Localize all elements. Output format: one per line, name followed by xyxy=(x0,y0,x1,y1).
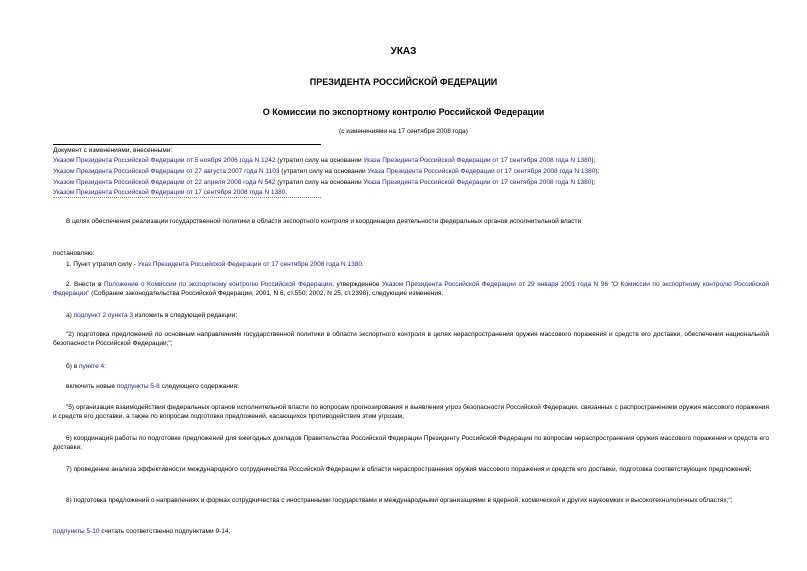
paragraph-text: 1. Пункт утратил силу - xyxy=(66,261,138,268)
paragraph-1 xyxy=(66,260,364,269)
paragraph-text: 2. Внести в xyxy=(66,281,104,288)
paragraph-text: следующего содержания: xyxy=(159,383,239,390)
paragraph-text: , утвержденное xyxy=(332,281,383,288)
preamble: В целях обеспечения реализации государственной политики в области экспортного контроля и координации деятельности федеральных органов исполнительной власти xyxy=(66,218,582,225)
changes-item xyxy=(53,188,287,197)
quote-5: "5) организация взаимодействия федеральных органов исполнительной власти по вопросам прогнозирования и выявления угроз безопасности Российской Федерации, связанных с распространением оружия массового поражения и средств его доставки, а также по вопросам подготовки предложений, касающихся противодействия этим угрозам; xyxy=(53,404,769,421)
paragraph-text: изложить в следующей редакции: xyxy=(133,312,238,319)
paragraph-text: : xyxy=(104,363,106,370)
paragraph-text: включить новые xyxy=(66,383,117,390)
changes-item-text: (утратил силу на основании xyxy=(275,178,364,186)
regulation-link[interactable]: Положение о Комиссии по экспортному контролю Российской Федерации xyxy=(103,281,333,288)
decree-link[interactable]: Указом Президента Российской Федерации от 17 сентября 2008 года N 1380 xyxy=(53,189,286,196)
item-b xyxy=(66,362,106,371)
include-line xyxy=(66,382,239,391)
document-subject: О Комиссии по экспортному контролю Российской Федерации xyxy=(262,107,545,117)
amendment-note: (с изменениями на 17 сентября 2008 года) xyxy=(339,128,468,135)
subparagraph-link[interactable]: подпункты 5-10 xyxy=(53,528,100,535)
subparagraph-link[interactable]: подпункт 2 пункта 3 xyxy=(73,312,134,319)
decree-link[interactable]: Указ Президента Российской Федерации от 17 сентября 2008 года N 1380 xyxy=(137,261,362,268)
paragraph-text: . xyxy=(361,261,364,268)
quote-6: 6) координация работы по подготовке предложений для ежегодных докладов Правительства Российской Федерации Президенту Российской Федерации по вопросам нераспространения оружия массового поражения и средств его доставки; xyxy=(53,435,769,452)
decree-link[interactable]: Указа Президента Российской Федерации от 17 сентября 2008 года N 1380 xyxy=(363,178,592,186)
decree-link[interactable]: Указом Президента Российской Федерации от 29 января 2001 года N 96 "О Комиссии по экспортному контролю Российской Федерации" xyxy=(53,281,769,298)
document-issuer: ПРЕЗИДЕНТА РОССИЙСКОЙ ФЕДЕРАЦИИ xyxy=(309,77,498,87)
paragraph-text: а) xyxy=(66,312,74,319)
quote-2: "2) подготовка предложений по основным направлениям государственной политики в области экспортного контроля в целях нераспространения оружия массового поражения и средств его доставки, обеспечения национальной безопасности Российской Федерации;"; xyxy=(53,331,769,348)
decree-word: постановляю: xyxy=(53,250,95,257)
changes-item xyxy=(53,178,595,187)
changes-bottom-rule xyxy=(53,197,321,198)
changes-item-text: . xyxy=(285,189,288,196)
item-a xyxy=(66,311,237,320)
decree-link[interactable]: Указом Президента Российской Федерации от 22 апреля 2008 года N 542 xyxy=(53,178,276,186)
changes-intro: Документ с изменениями, внесенными: xyxy=(53,147,173,154)
quote-8: 8) подготовка предложений о направлениях и формах сотрудничества с иностранными государствами и международными организациями в ядерной, космической и других наукоемких и высокотехнологичных областях;"; xyxy=(66,497,733,504)
changes-item xyxy=(53,156,595,165)
document-title: УКАЗ xyxy=(390,46,417,57)
changes-item-text: ); xyxy=(591,156,596,164)
changes-item xyxy=(53,167,599,176)
changes-item-text: (утратил силу на основании xyxy=(279,167,368,175)
paragraph-link[interactable]: пункте 4 xyxy=(78,363,105,370)
paragraph-text: б) в xyxy=(66,363,79,370)
paragraph-2 xyxy=(53,280,769,299)
decree-link[interactable]: Указа Президента Российской Федерации от 17 сентября 2008 года N 1380 xyxy=(363,156,592,164)
changes-item-text: (утратил силу на основании xyxy=(275,156,364,164)
paragraph-text: считать соответственно подпунктами 9-14; xyxy=(99,528,231,535)
changes-item-text: ); xyxy=(591,178,596,186)
quote-7: 7) проведение анализа эффективности международного сотрудничества Российской Федерации в области нераспространения оружия массового поражения и средств его доставки, подготовка соответствующих предложений; xyxy=(66,466,752,473)
changes-top-rule xyxy=(53,144,321,145)
paragraph-text: (Собрание законодательства Российской Федерации, 2001, N 6, ст.550; 2002, N 25, ст.2398), следующие изменения: xyxy=(89,290,444,298)
subparagraph-link[interactable]: подпункты 5-8 xyxy=(116,383,160,390)
decree-link[interactable]: Указом Президента Российской Федерации от 27 августа 2007 года N 1103 xyxy=(53,167,280,175)
changes-item-text: ); xyxy=(595,167,600,175)
renumber-line xyxy=(53,527,230,536)
decree-link[interactable]: Указа Президента Российской Федерации от 17 сентября 2008 года N 1380 xyxy=(367,167,596,175)
decree-link[interactable]: Указом Президента Российской Федерации от 5 ноября 2006 года N 1242 xyxy=(53,156,276,164)
